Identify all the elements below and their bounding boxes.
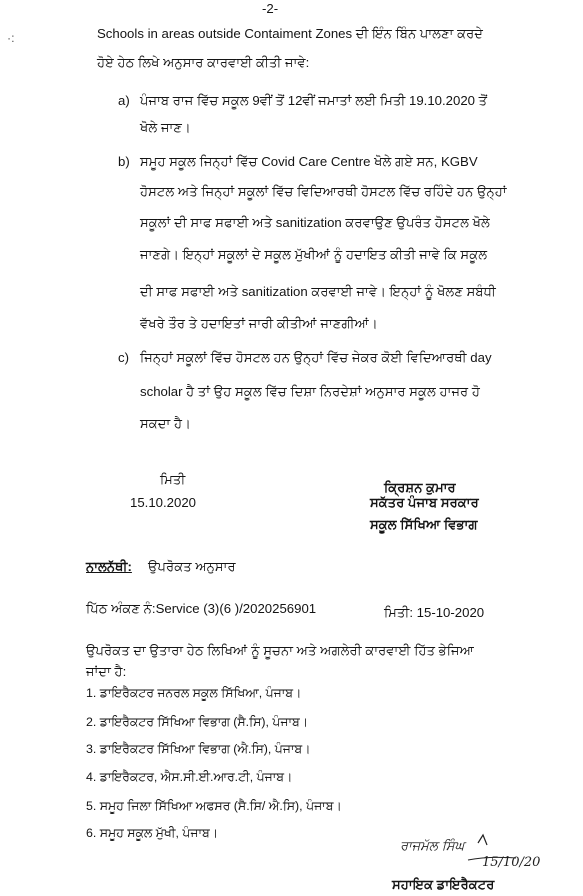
date-value: 15.10.2020 xyxy=(130,495,197,510)
copy-intro-line-1: ਉਪਰੋਕਤ ਦਾ ਉਤਾਰਾ ਹੇਠ ਲਿਖਿਆਂ ਨੂੰ ਸੂਚਨਾ ਅਤੇ ਅਗਲੇਰੀ ਕਾਰਵਾਈ ਹਿੱਤ ਭੇਜਿਆ xyxy=(86,643,474,658)
item-b-line-2: ਹੋਸਟਲ ਅਤੇ ਜਿਨ੍ਹਾਂ ਸਕੂਲਾਂ ਵਿੱਚ ਵਿਦਿਆਰਥੀ ਹੋਸਟਲ ਵਿੱਚ ਰਹਿੰਦੇ ਹਨ ਉਨ੍ਹਾਂ xyxy=(140,184,507,199)
recipient-item: 3. ਡਾਇਰੈਕਟਰ ਸਿੱਖਿਆ ਵਿਭਾਗ (ਐ.ਸਿ), ਪੰਜਾਬ। xyxy=(86,742,311,756)
item-b-line-1: ਸਮੂਹ ਸਕੂਲ ਜਿਨ੍ਹਾਂ ਵਿੱਚ Covid Care Centre ਖੋਲੇ ਗਏ ਸਨ, KGBV xyxy=(140,154,478,169)
intro-line-2: ਹੋਏ ਹੇਠ ਲਿਖੇ ਅਨੁਸਾਰ ਕਾਰਵਾਈ ਕੀਤੀ ਜਾਵੇ: xyxy=(97,55,310,70)
item-c-line-3: ਸਕਦਾ ਹੈ। xyxy=(140,416,191,431)
endorsement-date: ਮਿਤੀ: 15-10-2020 xyxy=(384,605,485,620)
margin-mark: ·: xyxy=(7,31,15,45)
item-b-label: b) xyxy=(118,154,130,169)
copy-intro-line-2: ਜਾਂਦਾ ਹੈ: xyxy=(86,664,127,679)
item-b-line-3: ਸਕੂਲਾਂ ਦੀ ਸਾਫ ਸਫਾਈ ਅਤੇ sanitization ਕਰਵਾਉਣ ਉਪਰੰਤ ਹੋਸਟਲ ਖੋਲੇ xyxy=(140,215,490,230)
date-label: ਮਿਤੀ xyxy=(160,472,186,487)
enclosure-label: ਨਾਲਨੱਥੀ: xyxy=(86,559,132,574)
item-a-line-1: ਪੰਜਾਬ ਰਾਜ ਵਿੱਚ ਸਕੂਲ 9ਵੀਂ ਤੋਂ 12ਵੀਂ ਜਮਾਤਾਂ ਲਈ ਮਿਤੀ 19.10.2020 ਤੋਂ xyxy=(140,93,488,108)
recipient-item: 1. ਡਾਇਰੈਕਟਰ ਜਨਰਲ ਸਕੂਲ ਸਿੱਖਿਆ, ਪੰਜਾਬ। xyxy=(86,686,302,700)
signatory-name: ਕ੍ਰਿਸ਼ਨ ਕੁਮਾਰ xyxy=(384,480,456,495)
signatory-department: ਸਕੂਲ ਸਿੱਖਿਆ ਵਿਭਾਗ xyxy=(370,517,478,532)
item-c-line-2: scholar ਹੈ ਤਾਂ ਉਹ ਸਕੂਲ ਵਿੱਚ ਦਿਸ਼ਾ ਨਿਰਦੇਸ਼ਾਂ ਅਨੁਸਾਰ ਸਕੂਲ ਹਾਜਰ ਹੋ xyxy=(140,384,480,399)
handwritten-signature: ਰਾਜਮੱਲ ਸਿੰਘ xyxy=(400,839,465,854)
item-b-line-5: ਦੀ ਸਾਫ ਸਫਾਈ ਅਤੇ sanitization ਕਰਵਾਈ ਜਾਵੇ। ਇਨ੍ਹਾਂ ਨੂੰ ਖੋਲਣ ਸਬੰਧੀ xyxy=(140,284,496,299)
footer-designation: ਸਹਾਇਕ ਡਾਇਰੈਕਟਰ xyxy=(392,877,495,892)
signatory-title: ਸਕੱਤਰ ਪੰਜਾਬ ਸਰਕਾਰ xyxy=(370,495,479,510)
recipient-item: 5. ਸਮੂਹ ਜਿਲਾ ਸਿੱਖਿਆ ਅਫਸਰ (ਸੈ.ਸਿ/ ਐ.ਸਿ), ਪੰਜਾਬ। xyxy=(86,799,342,813)
handwritten-date: 15/10/20 xyxy=(482,855,541,870)
page-number-mark: -2- xyxy=(262,1,279,16)
intro-line-1: Schools in areas outside Contaiment Zones ਦੀ ਇੰਨ ਬਿੰਨ ਪਾਲਣਾ ਕਰਦੇ xyxy=(97,26,483,41)
item-a-line-2: ਖੋਲੇ ਜਾਣ। xyxy=(140,120,191,135)
enclosure-value: ਉਪਰੋਕਤ ਅਨੁਸਾਰ xyxy=(148,559,236,574)
item-c-label: c) xyxy=(118,350,129,365)
endorsement-reference: ਪਿੱਠ ਅੰਕਣ ਨੰ:Service (3)(6 )/2020256901 xyxy=(86,601,317,616)
item-b-line-6: ਵੱਖਰੇ ਤੌਰ ਤੇ ਹਦਾਇਤਾਂ ਜਾਰੀ ਕੀਤੀਆਂ ਜਾਣਗੀਆਂ। xyxy=(140,316,378,331)
recipient-item: 4. ਡਾਇਰੈਕਟਰ, ਐਸ.ਸੀ.ਈ.ਆਰ.ਟੀ, ਪੰਜਾਬ। xyxy=(86,770,293,784)
item-b-line-4: ਜਾਣਗੇ। ਇਨ੍ਹਾਂ ਸਕੂਲਾਂ ਦੇ ਸਕੂਲ ਮੁੱਖੀਆਂ ਨੂੰ ਹਦਾਇਤ ਕੀਤੀ ਜਾਵੇ ਕਿ ਸਕੂਲ xyxy=(140,247,488,262)
recipient-item: 2. ਡਾਇਰੈਕਟਰ ਸਿੱਖਿਆ ਵਿਭਾਗ (ਸੈ.ਸਿ), ਪੰਜਾਬ। xyxy=(86,715,309,729)
item-c-line-1: ਜਿਨ੍ਹਾਂ ਸਕੂਲਾਂ ਵਿੱਚ ਹੋਸਟਲ ਹਨ ਉਨ੍ਹਾਂ ਵਿੱਚ ਜੇਕਰ ਕੋਈ ਵਿਦਿਆਰਥੀ day xyxy=(140,350,492,365)
recipient-item: 6. ਸਮੂਹ ਸਕੂਲ ਮੁੱਖੀ, ਪੰਜਾਬ। xyxy=(86,826,219,840)
item-a-label: a) xyxy=(118,93,130,108)
